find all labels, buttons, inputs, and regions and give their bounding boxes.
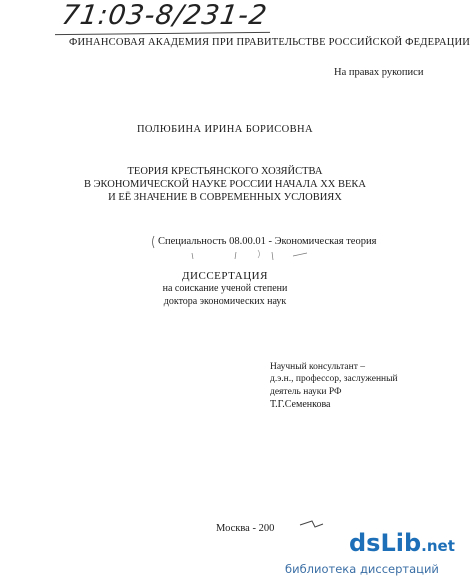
dslib-watermark (285, 529, 455, 580)
institution-name: ФИНАНСОВАЯ АКАДЕМИЯ ПРИ ПРАВИТЕЛЬСТВЕ РОССИЙСКОЙ ФЕДЕРАЦИИ (69, 37, 470, 48)
dissertation-title-line: ТЕОРИЯ КРЕСТЬЯНСКОГО ХОЗЯЙСТВА (127, 166, 323, 177)
consultant-line: д.э.н., профессор, заслуженный (270, 374, 398, 384)
document-type: ДИССЕРТАЦИЯ (182, 270, 268, 282)
degree-line: на соискание ученой степени (162, 283, 288, 294)
manuscript-rights-note: На правах рукописи (334, 67, 424, 78)
dslib-logo-suffix: .net (421, 537, 455, 555)
specialty-line: Специальность 08.00.01 - Экономическая теория (158, 236, 377, 247)
author-name: ПОЛЮБИНА ИРИНА БОРИСОВНА (136, 124, 314, 135)
dslib-subtitle: библиотека диссертаций (285, 562, 439, 576)
handwritten-catalog-number: 71:03-8/231-2 (59, 0, 270, 31)
consultant-line: Научный консультант – (270, 362, 365, 372)
dissertation-title-line: В ЭКОНОМИЧЕСКОЙ НАУКЕ РОССИИ НАЧАЛА XX ВЕКА (83, 179, 367, 190)
dslib-logo-text: dsLib (349, 529, 422, 557)
consultant-name: Т.Г.Семенкова (270, 399, 331, 410)
dslib-logo (349, 531, 455, 555)
city-year: Москва - 200 (216, 523, 275, 534)
degree-line: доктора экономических наук (163, 296, 287, 307)
consultant-line: деятель науки РФ (270, 387, 342, 397)
dissertation-title-line: И ЕЁ ЗНАЧЕНИЕ В СОВРЕМЕННЫХ УСЛОВИЯХ (108, 192, 342, 203)
